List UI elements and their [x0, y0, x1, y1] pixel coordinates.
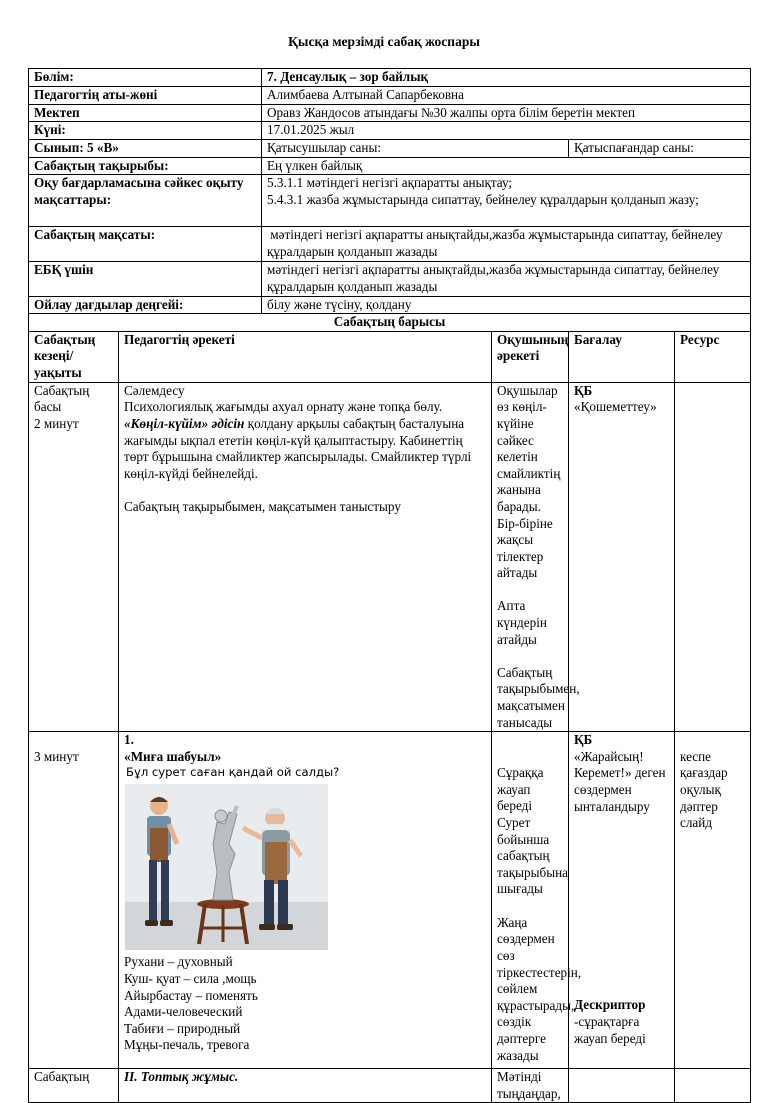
header-label: Педагогтің аты-жөні: [29, 87, 262, 105]
header-row: [29, 122, 751, 140]
header-value: Ең үлкен байлық: [262, 157, 751, 175]
header-value: 5.3.1.1 мәтіндегі негізгі ақпаратты анықтау; 5.4.3.1 жазба жұмыстарында сипаттау, бейнелеу құралдарын қолданып жазу;: [262, 175, 751, 227]
header-row: [29, 104, 751, 122]
header-value: білу және түсіну, қолдану: [262, 296, 751, 314]
absent-count-label: Қатыспағандар саны:: [569, 139, 751, 157]
header-row: [29, 262, 751, 296]
header-row: [29, 175, 751, 227]
lesson-plan-table: [28, 68, 751, 1103]
teacher-text: Сабақтың тақырыбымен, мақсатымен таныстыру: [124, 498, 401, 514]
column-header-row: [29, 331, 751, 382]
task-name: «Миға шабуыл»: [124, 748, 222, 764]
column-header: Сабақтың кезеңі/ уақыты: [29, 331, 119, 382]
student-action-cell: Оқушылар өз көңіл-күйіне сәйкес келетін смайликтің жанына барады. Бір-біріне жақсы тілектер айтады Апта күндерін атайды Сабақтың тақырыбымен, мақсатымен танысады: [492, 382, 569, 731]
assessment-label: ҚБ: [574, 732, 593, 748]
stage-time: 3 минут: [34, 748, 79, 764]
column-header: Оқушының әрекеті: [492, 331, 569, 382]
teacher-action-cell: [119, 732, 492, 1069]
column-header: Бағалау: [569, 331, 675, 382]
progress-title: Сабақтың барысы: [29, 314, 751, 332]
header-value: Оравз Жандосов атындағы №30 жалпы орта білім беретін мектеп: [262, 104, 751, 122]
picture-question: Бұл сурет саған қандай ой салды?: [126, 765, 340, 780]
student-action-cell: [492, 732, 582, 1069]
task-number: 1.: [124, 732, 134, 748]
page-title: Қысқа мерзімді сабақ жоспары: [288, 34, 480, 49]
table-row: [29, 1069, 751, 1103]
header-value: 7. Денсаулық – зор байлық: [262, 69, 751, 87]
descriptor-label: Дескриптор: [574, 997, 646, 1013]
header-label: Бөлім:: [29, 69, 262, 87]
column-header: Педагогтің әрекеті: [119, 331, 492, 382]
resource-cell: [675, 1069, 751, 1103]
header-value: мәтіндегі негізгі ақпаратты анықтайды,жазба жұмыстарында сипаттау, бейнелеу құралдарын қолданып жазады: [262, 262, 751, 296]
assessment-cell: [569, 382, 675, 731]
student-action-cell: Мәтінді тыңдаңдар,: [492, 1069, 569, 1103]
assessment-text: «Қошеметтеу»: [574, 399, 657, 415]
header-row: [29, 296, 751, 314]
teacher-action-cell: [119, 382, 492, 731]
student-text: Жаңа сөздермен сөз тіркестестерін, сөйлем құрастырады, сөздік дәптерге жазады: [497, 914, 582, 1063]
header-label: Сабақтың мақсаты:: [29, 227, 262, 262]
teacher-text: Сәлемдесу Психологиялық жағымды ахуал орнату және топқа бөлу.: [124, 382, 443, 415]
header-label: Мектеп: [29, 104, 262, 122]
section-title-row: [29, 314, 751, 332]
task-name: ІІ. Топтық жұмыс.: [124, 1069, 239, 1085]
method-name: «Көңіл-күйім» әдісін: [124, 415, 245, 431]
student-text: Сұраққа жауап береді Сурет бойынша сабақтың тақырыбына шығады: [497, 765, 568, 897]
stage-cell: Сабақтың басы 2 минут: [29, 382, 119, 731]
header-value: 17.01.2025 жыл: [262, 122, 751, 140]
header-label: Сабақтың тақырыбы:: [29, 157, 262, 175]
teacher-text: [124, 416, 486, 482]
header-label: Оқу бағдарламасына сәйкес оқыту мақсаттары:: [29, 175, 262, 227]
column-header: Ресурс: [675, 331, 751, 382]
header-row: [29, 157, 751, 175]
present-count-label: Қатысушылар саны:: [262, 139, 569, 157]
assessment-text: «Жарайсың! Керемет!» деген сөздермен ынталандыру: [574, 748, 666, 814]
resource-text: кеспе қағаздар оқулық дәптер слайд: [680, 748, 728, 831]
assessment-cell: [569, 1069, 675, 1103]
assessment-label: ҚБ: [574, 382, 593, 398]
stage-cell: [29, 732, 119, 1069]
header-row: [29, 87, 751, 105]
sculptor-illustration: [125, 784, 328, 950]
header-label: Ойлау дағдылар деңгейі:: [29, 296, 262, 314]
header-value: Алимбаева Алтынай Сапарбековна: [262, 87, 751, 105]
resource-cell: [675, 732, 751, 1069]
header-value: мәтіндегі негізгі ақпаратты анықтайды,жазба жұмыстарында сипаттау, бейнелеу құралдарын қолданып жазады: [262, 227, 751, 262]
assessment-cell: [569, 732, 675, 1069]
header-label: Күні:: [29, 122, 262, 140]
resource-cell: [675, 382, 751, 731]
header-label: ЕБҚ үшін: [29, 262, 262, 296]
header-row: [29, 227, 751, 262]
table-row: [29, 732, 751, 1069]
header-row: [29, 139, 751, 157]
teacher-action-cell: [119, 1069, 492, 1103]
teacher-method-desc: қолдану арқылы сабақтың басталуына жағымды ықпал ететін көңіл-күй қалыптастыру. Кабинеттің төрт бұрышына смайликтер жапсырылады. Смайликтер түрлі көңіл-күйді бейнелейді.: [124, 415, 472, 481]
descriptor-text: -сұрақтарға жауап береді: [574, 1014, 646, 1046]
header-label: Сынып: 5 «В»: [29, 139, 262, 157]
vocabulary-list: Рухани – духовный Куш- қуат – сила ,мощь Айырбастау – поменять Адами-человеческий Табиғи – природный Мұңы-печаль, тревога: [124, 954, 258, 1053]
header-row: [29, 69, 751, 87]
table-row: [29, 382, 751, 731]
stage-cell: Сабақтың: [29, 1069, 119, 1103]
